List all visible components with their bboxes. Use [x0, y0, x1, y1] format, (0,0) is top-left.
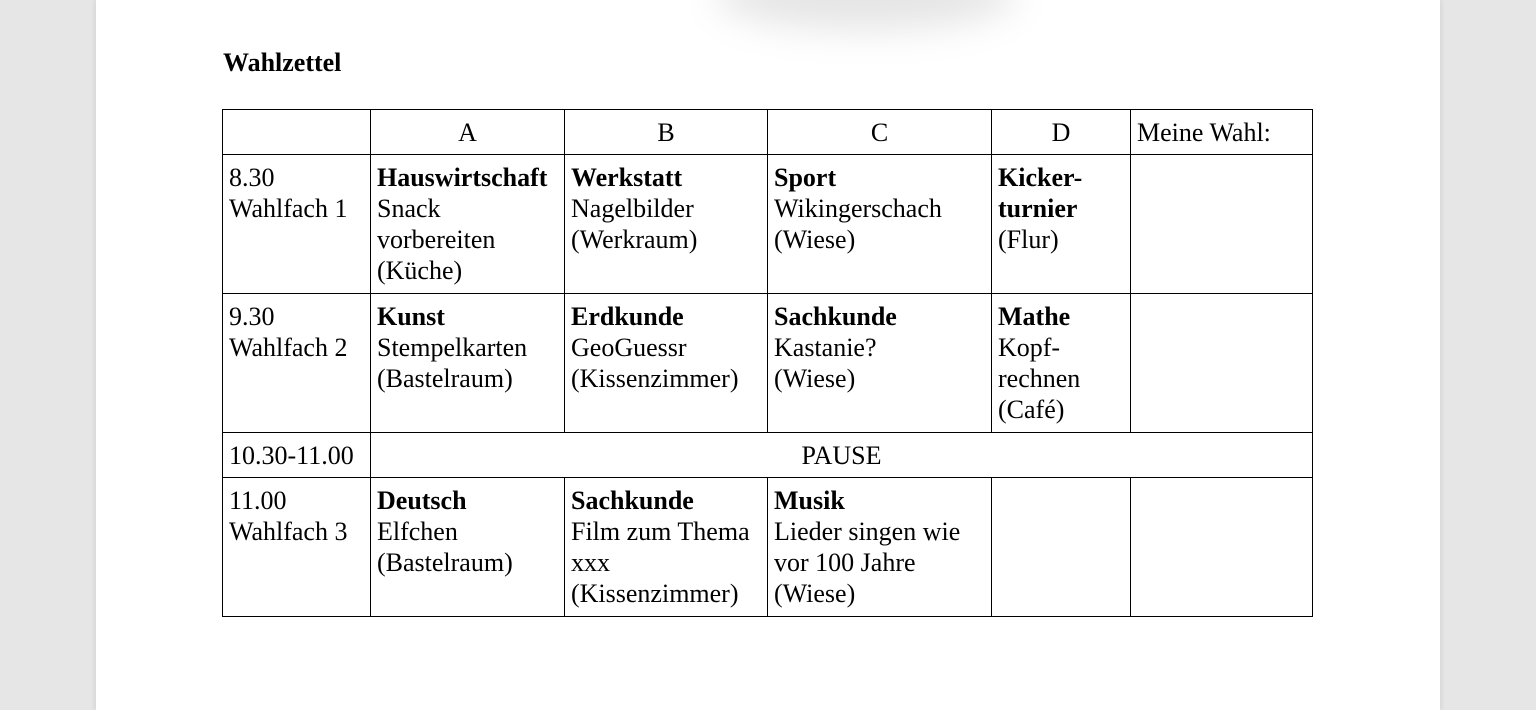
option-cell-c — [768, 155, 992, 294]
activity-text: Stempelkarten — [377, 333, 528, 362]
room-text: (Küche) — [377, 256, 463, 285]
option-cell-d — [992, 155, 1131, 294]
activity-text: Film zum Thema — [571, 517, 750, 546]
activity-text: Wikingerschach — [774, 194, 942, 223]
option-cell-a — [371, 155, 565, 294]
activity-text: Elfchen — [377, 517, 458, 546]
room-text: (Wiese) — [774, 364, 856, 393]
table-row — [223, 294, 1313, 433]
slot-label: Wahlfach 1 — [229, 194, 348, 223]
option-cell-d — [992, 294, 1131, 433]
activity-text: Lieder singen wie — [774, 517, 961, 546]
activity-text: Kopf- — [998, 333, 1061, 362]
ballot-table — [222, 109, 1313, 617]
room-text: (Werkraum) — [571, 225, 698, 254]
subject-name: Kicker- — [998, 163, 1083, 192]
activity-text: rechnen — [998, 364, 1081, 393]
time-cell — [223, 478, 371, 617]
choice-cell[interactable] — [1131, 294, 1313, 433]
activity-text: vor 100 Jahre — [774, 548, 916, 577]
subject-name: Hauswirtschaft — [377, 163, 548, 192]
subject-name: Sport — [774, 163, 837, 192]
time-cell — [223, 155, 371, 294]
subject-name: turnier — [998, 194, 1078, 223]
pause-row — [223, 433, 1313, 478]
subject-name: Werkstatt — [571, 163, 683, 192]
slot-label: Wahlfach 3 — [229, 517, 348, 546]
header-cell-d: D — [992, 110, 1131, 155]
subject-name: Sachkunde — [571, 486, 694, 515]
option-cell-c — [768, 294, 992, 433]
header-cell-a: A — [371, 110, 565, 155]
time-text: 9.30 — [229, 302, 275, 331]
room-text: (Kissenzimmer) — [571, 364, 739, 393]
time-text: 8.30 — [229, 163, 275, 192]
activity-text: vorbereiten — [377, 225, 496, 254]
header-cell-meine-wahl: Meine Wahl: — [1131, 110, 1313, 155]
activity-text: Kastanie? — [774, 333, 877, 362]
pause-label-cell: PAUSE — [371, 433, 1313, 478]
option-cell-b — [565, 155, 768, 294]
activity-text: Nagelbilder — [571, 194, 694, 223]
choice-cell[interactable] — [1131, 478, 1313, 617]
option-cell-b — [565, 478, 768, 617]
room-text: (Wiese) — [774, 579, 856, 608]
document-page — [96, 0, 1440, 710]
subject-name: Deutsch — [377, 486, 467, 515]
room-text: (Café) — [998, 395, 1065, 424]
subject-name: Kunst — [377, 302, 445, 331]
room-text: (Wiese) — [774, 225, 856, 254]
option-cell-a — [371, 478, 565, 617]
subject-name: Erdkunde — [571, 302, 684, 331]
header-cell-empty — [223, 110, 371, 155]
document-title: Wahlzettel — [223, 48, 342, 77]
page-top-shadow — [716, 0, 1016, 30]
activity-text: xxx — [571, 548, 610, 577]
table-row — [223, 155, 1313, 294]
activity-text: Snack — [377, 194, 441, 223]
pause-time-cell: 10.30-11.00 — [223, 433, 371, 478]
time-text: 11.00 — [229, 486, 287, 515]
table-header-row — [223, 110, 1313, 155]
option-cell-c — [768, 478, 992, 617]
slot-label: Wahlfach 2 — [229, 333, 348, 362]
option-cell-a — [371, 294, 565, 433]
option-cell-d — [992, 478, 1131, 617]
subject-name: Sachkunde — [774, 302, 897, 331]
room-text: (Flur) — [998, 225, 1059, 254]
time-cell — [223, 294, 371, 433]
choice-cell[interactable] — [1131, 155, 1313, 294]
option-cell-b — [565, 294, 768, 433]
room-text: (Bastelraum) — [377, 548, 513, 577]
subject-name: Musik — [774, 486, 845, 515]
activity-text: GeoGuessr — [571, 333, 687, 362]
room-text: (Kissenzimmer) — [571, 579, 739, 608]
subject-name: Mathe — [998, 302, 1071, 331]
header-cell-c: C — [768, 110, 992, 155]
header-cell-b: B — [565, 110, 768, 155]
table-row — [223, 478, 1313, 617]
room-text: (Bastelraum) — [377, 364, 513, 393]
